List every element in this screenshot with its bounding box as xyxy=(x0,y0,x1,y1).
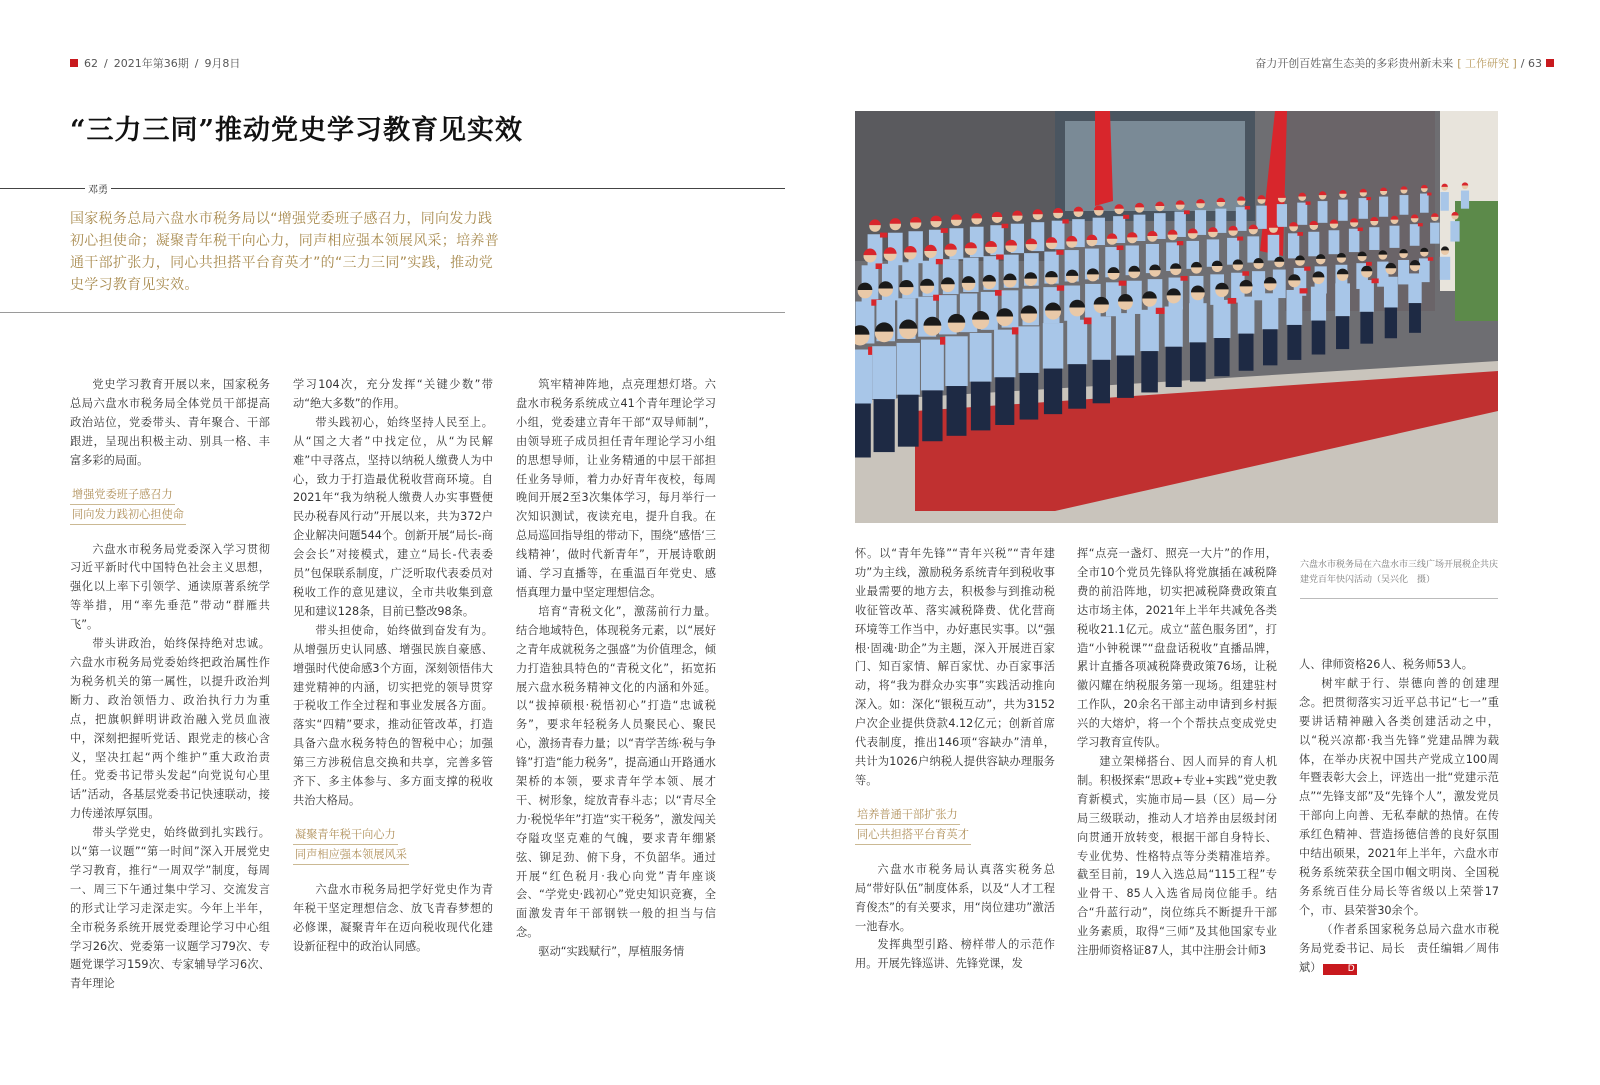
author-note-text: （作者系国家税务总局六盘水市税务局党委书记、局长 责任编辑／周伟斌） xyxy=(1299,922,1499,974)
person-figure xyxy=(1268,223,1280,260)
author-divider xyxy=(0,188,785,189)
caption-divider xyxy=(1300,598,1498,599)
person-figure xyxy=(1318,191,1328,223)
subheading-line-1: 凝聚青年税干向心力 xyxy=(293,825,398,845)
person-figure xyxy=(1400,186,1409,215)
subheading-line-2: 同向发力践初心担使命 xyxy=(70,505,186,525)
person-figure xyxy=(1369,217,1379,250)
right-page-header xyxy=(1255,55,1554,71)
text-column-4 xyxy=(855,545,1055,974)
text-column-6 xyxy=(1299,656,1499,977)
person-figure xyxy=(1256,195,1266,229)
paragraph: 发挥典型引路、榜样带人的示范作用。开展先锋巡讲、先锋党课，发 xyxy=(855,938,1055,971)
subheading xyxy=(855,805,1055,845)
person-figure xyxy=(1338,190,1348,221)
paragraph: 六盘水市税务局认真落实税务总局“带好队伍”制度体系，以及“人才工程育俊杰”的有关要求，用“岗位建功”激活一池春水。 xyxy=(855,862,1055,933)
person-figure xyxy=(1247,225,1259,263)
paragraph: 建立架梯搭台、因人而异的育人机制。积极探索“思政+专业+实践”党史教育新模式，实施市局—县（区）局—分局三级联动，推动人才培养由层级封闭向贯通开放转变，根据干部自身特长、专业优势、性格特点等分类精准培养。截至目前，19人入选总局“115工程”专业骨干、85人入选省局岗位能手。结合“升蓝行动”，岗位练兵不断提升干部业务素质，取得“三师”及其他国家专业注册师资格证87人，其中注册会计师3 xyxy=(1077,754,1277,958)
subheading-line-2: 同声相应强本领展风采 xyxy=(293,845,409,865)
subheading-line-1: 增强党委班子感召力 xyxy=(70,485,175,505)
person-figure xyxy=(1398,249,1409,284)
section-category: [ 工作研究 ] xyxy=(1457,57,1517,70)
text-column-5 xyxy=(1077,545,1277,961)
left-page-header: 62 / 2021年第36期 / 9月8日 xyxy=(70,55,240,71)
paragraph: 树牢献于行、崇德向善的创建理念。把贯彻落实习近平总书记“七一”重要讲话精神融入各类创建活动之中，以“税兴凉都·我当先锋”党建品牌为载体，在举办庆祝中国共产党成立100周年暨表彰大会上，评选出一批“党建示范点”“先锋支部”及“先锋个人”，激发党员干部向上向善、无私奉献的热情。在传承红色精神、营造扬德信善的良好氛围中结出硕果，2021年上半年，六盘水市税务系统荣获全国巾帼文明岗、全国税务系统百佳分局长等省级以上荣誉17个，市、县荣誉30余个。 xyxy=(1299,676,1499,917)
person-figure xyxy=(1195,199,1206,235)
article-title: “三力三同”推动党史学习教育见实效 xyxy=(70,115,524,146)
photo-illustration xyxy=(855,111,1498,523)
paragraph: 人、律师资格26人、税务师53人。 xyxy=(1299,658,1473,671)
person-figure xyxy=(1461,182,1469,208)
paragraph: 带头讲政治，始终保持绝对忠诚。六盘水市税务局党委始终把政治属性作为税务机关的第一属性，以提升政治判断力、政治领悟力、政治执行力为重点，把旗帜鲜明讲政治融入党员血液中，深刻把握听党话、跟党走的核心含义，坚决扛起“两个维护”重大政治责任。党委书记带头发起“向党说句心里话”活动，各基层党委书记快速联动，接力传递浓厚氛围。 xyxy=(70,637,270,821)
paragraph: 党史学习教育开展以来，国家税务总局六盘水市税务局全体党员干部提高政治站位，党委带头、青年聚合、干部跟进，呈现出积极主动、别具一格、丰富多彩的局面。 xyxy=(70,378,270,467)
person-figure xyxy=(1440,184,1448,211)
photo-caption: 六盘水市税务局在六盘水市三线广场开展税企共庆建党百年快闪活动（吴兴化 摄） xyxy=(1300,560,1499,585)
person-figure xyxy=(1450,212,1459,242)
paragraph: 筑牢精神阵地，点亮理想灯塔。六盘水市税务系统成立41个青年理论学习小组，党委建立青年干部“双导师制”，由领导班子成员担任青年理论学习小组的思想导师，让业务精通的中层干部担任业务导师，着力办好青年夜校，每周晚间开展2至3次集体学习，每月举行一次知识测试，夜读充电，提升自我。在总局巡回指导组的带动下，围绕“感悟‘三线精神’，做时代新青年”，开展诗歌朗诵、学习直播等，在重温百年党史、感悟真理力量中坚定理想信念。 xyxy=(516,378,716,599)
issue-date: 9月8日 xyxy=(204,57,241,70)
author-name: 邓勇 xyxy=(85,181,111,196)
left-page-number: 62 xyxy=(84,56,98,70)
end-mark-icon: D xyxy=(1323,964,1356,975)
subheading-line-1: 培养普通干部扩张力 xyxy=(855,805,960,825)
paragraph: 培育“青税文化”，激荡前行力量。结合地域特色，体现税务元素，以“展好之青年成就税务之强盛”为价值理念，倾力打造独具特色的“青税文化”，拓宽拓展六盘水税务精神文化的内涵和外延。以“拔掉硕根·税悟初心”打造“忠诚税务”，要求年轻税务人员聚民心、聚民心，激扬青春力量；以“青学苦练·税与争锋”打造“能力税务”，提高通山开路通水架桥的本领，要求青年学本领、展才干、树形象，绽放青春斗志；以“青尽全力·税悦华年”打造“实干税务”，激发闯关夺隘攻坚克难的气魄，要求青年绷紧弦、铆足劲、俯下身，不负韶华。通过开展“红色税月·我心向党”青年座谈会、“学党史·践初心”党史知识竞赛，全面激发青年干部钢铁一般的担当与信念。 xyxy=(516,604,716,940)
red-square-icon xyxy=(1546,59,1554,67)
person-figure xyxy=(1273,257,1286,298)
person-figure xyxy=(1277,194,1287,227)
subheading-line-2: 同心共担搭平台育英才 xyxy=(855,825,971,845)
paragraph: 挥“点亮一盏灯、照亮一大片”的作用，全市10个党员先锋队将党旗插在减税降费的前沿阵地，切实把减税降费政策直达市场主体，2021年上半年共减免各类税收21.1亿元。成立“蓝色服务团”，打造“小钟税课”“盘盘话税收”直播品牌，累计直播各项减税降费政策76场，让税徽闪耀在纳税服务第一现场。组建驻村工作队，20余名干部主动申请到乡村振兴的大熔炉，将一个个帮扶点变成党史学习教育宣传队。 xyxy=(1077,547,1277,750)
paragraph: 带头学党史，始终做到扎实践行。以“第一议题”“第一时间”深入开展党史学习教育，推行“一周双学”制度，每周一、周三下午通过集中学习、交流发言的形式让学习走深走实。今年上半年，全市税务系统开展党委理论学习中心组学习26次、党委第一议题学习79次、专题党课学习159次、专家辅导学习6次、青年理论 xyxy=(70,826,270,991)
paragraph: 带头践初心，始终坚持人民至上。从“国之大者”中找定位，从“为民解难”中寻落点，坚持以纳税人缴费人为中心，致力于打造最优税收营商环境。自2021年“我为纳税人缴费人办实事暨便民办税春风行动”开展以来，共为372户企业解决问题544个。创新开展“局长-商会会长”对接模式，建立“局长-代表委员”包保联系制度，广泛听取代表委员对税收工作的意见建议，全市共收集到意见和建议128条，目前已整改98条。 xyxy=(293,415,493,618)
text-column-2 xyxy=(293,376,493,956)
person-figure xyxy=(1215,198,1226,233)
paragraph: 带头担使命，始终做到奋发有为。从增强历史认同感、增强民族自豪感、增强时代使命感3个方面，深刻领悟伟大建党精神的内涵，切实把党的领导贯穿于税收工作全过程和事业发展各方面。落实“四精”要求，推动征管改革，打造具备六盘水税务特色的智税中心；加强第三方涉税信息交换和共享，完善多管齐下、多主体参与、多方面支撑的税收共治大格局。 xyxy=(293,623,493,807)
lead-divider xyxy=(0,312,785,313)
red-square-icon xyxy=(70,59,78,67)
paragraph: 学习104次，充分发挥“关键少数”带动“绝大多数”的作用。 xyxy=(293,378,493,410)
person-figure xyxy=(1189,262,1203,307)
person-figure xyxy=(1379,187,1388,216)
right-page-number: / 63 xyxy=(1520,56,1542,70)
paragraph: 六盘水市税务局把学好党史作为青年税干坚定理想信念、放飞青春梦想的必修课，凝聚青年在迈向税收现代化建设新征程中的政治认同感。 xyxy=(293,882,493,953)
paragraph: 怀。以“青年先锋”“青年兴税”“青年建功”为主线，激励税务系统青年到税收事业最需要的地方去，积极参与到推动税收征管改革、落实减税降费、优化营商环境等工作当中，办好惠民实事。以“强根·固魂·助企”为主题，深入开展进百家门、知百家情、解百家忧、办百家事活动，将“我为群众办实事”实践活动推向深入。如：深化“银税互动”，共为3152户次企业提供贷款4.12亿元；创新首席代表制度，推出146项“容缺办”清单，共计为1026户纳税人提供容缺办理服务等。 xyxy=(855,547,1055,787)
paragraph: 六盘水市税务局党委深入学习贯彻习近平新时代中国特色社会主义思想，强化以上率下引领学、通读原著系统学等举措，用“率先垂范”带动“群雁共飞”。 xyxy=(70,542,270,632)
lead-paragraph: 国家税务总局六盘水市税务局以“增强党委班子感召力，同向发力践初心担使命；凝聚青年税干向心力，同声相应强本领展风采；培养普通干部扩张力，同心共担搭平台育英才”的“三力三同”实践，推动党史学习教育见实效。 xyxy=(70,211,499,293)
subheading xyxy=(70,485,270,525)
person-figure xyxy=(1440,246,1450,279)
author-note xyxy=(1299,921,1499,978)
person-figure xyxy=(1329,219,1340,254)
text-column-1 xyxy=(70,376,270,994)
text-column-3 xyxy=(516,376,716,962)
person-figure xyxy=(1308,221,1319,257)
paragraph: 驱动“实践赋行”，厚植服务情 xyxy=(538,945,685,959)
person-figure xyxy=(1430,213,1439,244)
group-photo xyxy=(855,111,1498,523)
subheading xyxy=(293,825,493,865)
person-figure xyxy=(1389,216,1399,248)
magazine-slogan: 奋力开创百姓富生态美的多彩贵州新未来 xyxy=(1255,57,1454,70)
issue-label: 2021年第36期 xyxy=(113,57,189,70)
